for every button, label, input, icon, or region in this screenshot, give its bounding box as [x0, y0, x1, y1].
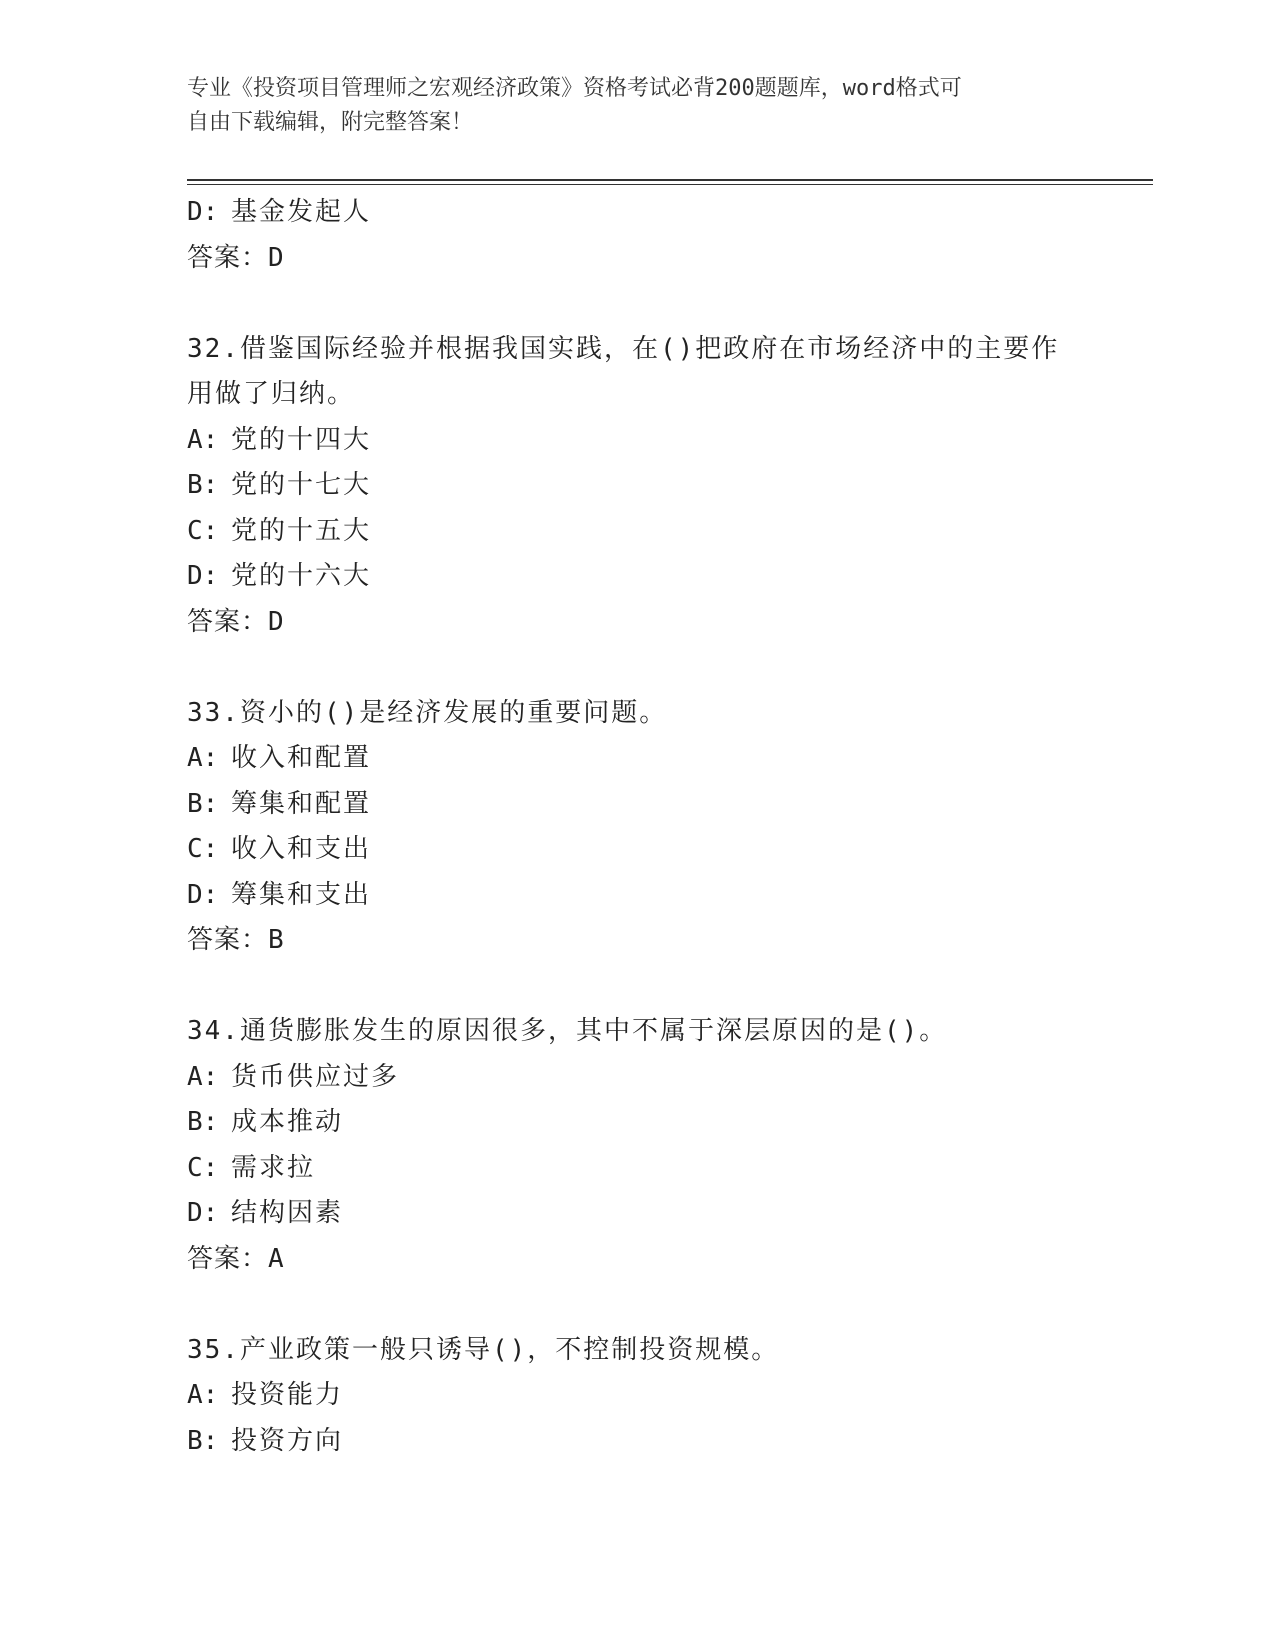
- answer-value: D: [268, 242, 285, 273]
- option-a: [187, 418, 1087, 464]
- question-text: 用做了归纳。: [187, 379, 356, 409]
- option-label: D:: [187, 879, 219, 910]
- answer-value: A: [268, 1243, 285, 1274]
- answer-label: 答案：: [187, 242, 269, 273]
- option-label: D:: [187, 561, 219, 591]
- option-b: [187, 1419, 1087, 1465]
- option-d: [187, 554, 1087, 600]
- option-b: [187, 782, 1087, 828]
- option-text: 投资能力: [231, 1380, 344, 1410]
- answer-value: D: [268, 606, 285, 637]
- option-label: D:: [187, 197, 219, 227]
- option-text: 收入和支出: [231, 834, 372, 864]
- option-label: B:: [187, 1107, 219, 1137]
- answer-label: 答案：: [187, 925, 269, 955]
- option-label: C:: [187, 515, 219, 546]
- answer: [187, 918, 1087, 964]
- option-text: 结构因素: [231, 1198, 344, 1228]
- option-b: [187, 1100, 1087, 1146]
- option-label: A:: [187, 1061, 219, 1092]
- question-text: 34.通货膨胀发生的原因很多，其中不属于深层原因的是()。: [187, 1016, 948, 1046]
- question-text: 33.资小的()是经济发展的重要问题。: [187, 697, 668, 728]
- option-text: 投资方向: [231, 1425, 344, 1456]
- option-label: C:: [187, 1152, 219, 1183]
- option-c: [187, 827, 1087, 873]
- option-label: B:: [187, 1425, 219, 1456]
- option-text: 需求拉: [231, 1152, 316, 1183]
- header-divider-thin: [187, 184, 1153, 185]
- option-c: [187, 509, 1087, 555]
- option-text: 筹集和支出: [231, 879, 372, 910]
- answer: [187, 1237, 1087, 1283]
- answer: [187, 600, 1087, 646]
- answer-label: 答案：: [187, 1243, 269, 1274]
- answer: [187, 236, 1087, 282]
- option-label: B:: [187, 470, 219, 500]
- option-text: 成本推动: [231, 1107, 344, 1137]
- answer-label: 答案：: [187, 606, 269, 637]
- option-label: B:: [187, 788, 219, 819]
- option-text: 收入和配置: [231, 743, 372, 773]
- option-b: [187, 463, 1087, 509]
- option-label: A:: [187, 743, 219, 773]
- document-header: [187, 72, 1077, 140]
- answer-value: B: [268, 925, 285, 955]
- question-list: [187, 190, 1087, 1464]
- option-label: A:: [187, 1380, 219, 1410]
- option-a: [187, 1055, 1087, 1101]
- option-d: [187, 873, 1087, 919]
- option-d: [187, 1191, 1087, 1237]
- header-line-1: 专业《投资项目管理师之宏观经济政策》资格考试必背200题题库，word格式可: [187, 76, 962, 101]
- option-d: [187, 190, 1087, 236]
- option-a: [187, 1373, 1087, 1419]
- option-label: C:: [187, 834, 219, 864]
- header-divider: [187, 179, 1153, 181]
- question-text: 32.借鉴国际经验并根据我国实践，在()把政府在市场经济中的主要作: [187, 333, 1060, 364]
- option-text: 基金发起人: [231, 197, 372, 227]
- option-a: [187, 736, 1087, 782]
- option-text: 货币供应过多: [231, 1061, 400, 1092]
- option-label: A:: [187, 424, 219, 455]
- option-text: 党的十四大: [231, 424, 372, 455]
- option-text: 党的十七大: [231, 470, 372, 500]
- option-c: [187, 1146, 1087, 1192]
- option-text: 党的十六大: [231, 561, 372, 591]
- option-text: 筹集和配置: [231, 788, 372, 819]
- header-line-2: 自由下载编辑，附完整答案！: [187, 110, 474, 135]
- option-label: D:: [187, 1198, 219, 1228]
- option-text: 党的十五大: [231, 515, 372, 546]
- question-text: 35.产业政策一般只诱导()，不控制投资规模。: [187, 1334, 780, 1365]
